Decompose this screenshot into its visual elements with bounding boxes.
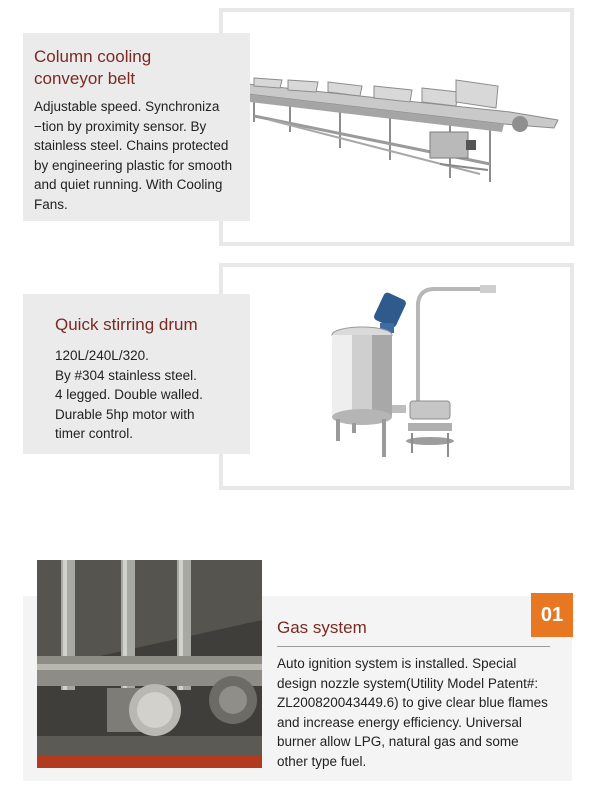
gas-system-divider xyxy=(277,646,550,647)
section-number-badge: 01 xyxy=(531,593,573,637)
conveyor-description: Adjustable speed. Synchroniza −tion by proximity sensor. By stainless steel. Chains protected by engineering plastic for smooth and quiet running. With Cooling Fans. xyxy=(34,99,233,212)
gas-system-title: Gas system xyxy=(277,618,367,637)
stirring-drum-photo xyxy=(320,283,500,468)
stirring-drum-text-card xyxy=(23,294,250,454)
stirring-drum-description: 120L/240L/320. By #304 stainless steel. 4 legged. Double walled. Durable 5hp motor with timer control. xyxy=(55,348,203,441)
stirring-drum-title: Quick stirring drum xyxy=(55,315,198,334)
gas-system-description: Auto ignition system is installed. Special design nozzle system(Utility Model Patent#: ZL200820043449.6) to give clear blue flames and increase energy efficiency. Universal burner allow LPG, natural gas and some other type fuel. xyxy=(277,656,548,769)
gas-nozzle-photo xyxy=(37,560,262,768)
conveyor-belt-photo xyxy=(240,60,565,190)
conveyor-title: Column cooling conveyor belt xyxy=(34,47,152,88)
conveyor-text-card xyxy=(23,33,250,221)
